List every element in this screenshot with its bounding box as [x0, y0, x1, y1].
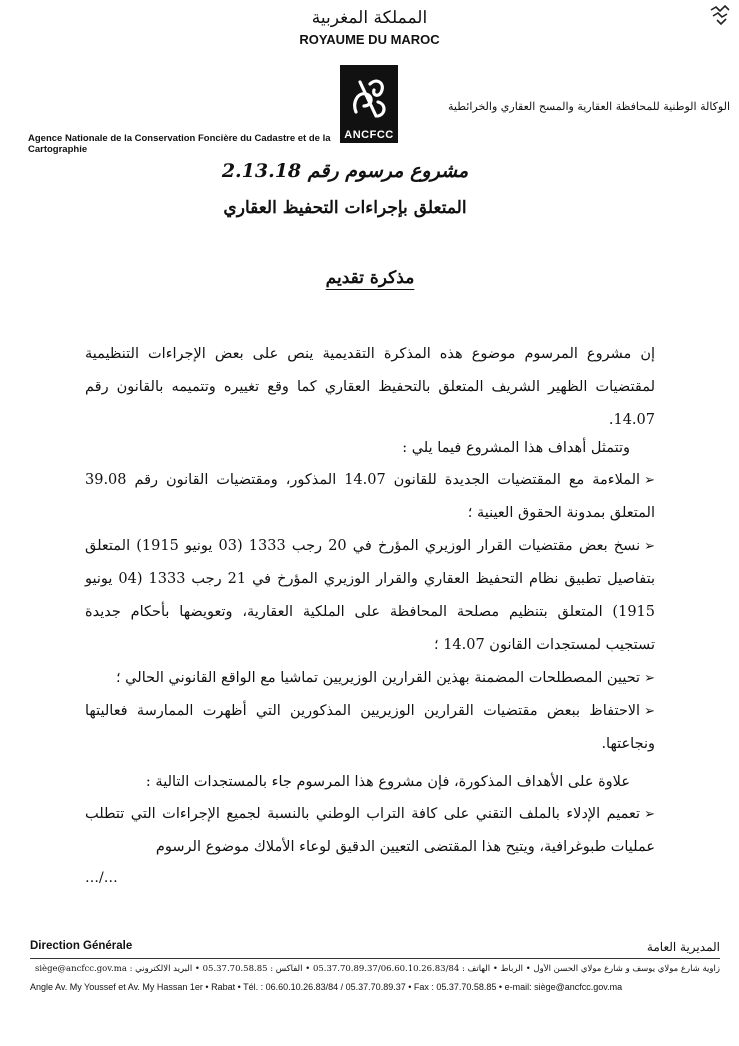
footer-address-french: Angle Av. My Youssef et Av. My Hassan 1er • Rabat • Tél. : 06.60.10.26.83/84 / 05.37.70.89.37 • Fax : 05.37.70.58.85 • e-mail: siège@ancfcc.gov.ma [30, 982, 623, 992]
objectives-list [85, 464, 655, 761]
arrow-bullet-icon: ➢ [644, 671, 655, 686]
footer-direction-arabic: المديرية العامة [646, 940, 720, 954]
arrow-bullet-icon: ➢ [644, 704, 655, 719]
arrow-bullet-icon: ➢ [644, 473, 655, 488]
list-item: ➢الاحتفاظ ببعض مقتضيات القرارين الوزيريين المذكورين التي أظهرت الممارسة فعاليتها ونجاعتها. [85, 695, 655, 761]
objectives-intro: وتتمثل أهداف هذا المشروع فيما يلي : [402, 440, 630, 456]
list-item: ➢نسخ بعض مقتضيات القرار الوزيري المؤرخ في 20 رجب 1333 (03 يونيو 1915) المتعلق بتفاصيل تطبيق نظام التحفيظ العقاري والقرار الوزيري المؤرخ في 21 رجب 1333 (04 يونيو 1915) المتعلق بتنظيم مصلحة المحافظة على الملكية العقارية، وتعويضها بأحكام جديدة تستجيب لمستجدات القانون 14.07 ؛ [85, 530, 655, 662]
memo-title: مذكرة تقديم [325, 268, 415, 288]
list-item: ➢تعميم الإدلاء بالملف التقني على كافة التراب الوطني بالنسبة لجميع الإجراءات التي تتطلب عمليات طبوغرافية، ويتيح هذا المقتضى التعيين الدقيق لوعاء الأملاك موضوع الرسوم [85, 798, 655, 864]
novelties-intro: علاوة على الأهداف المذكورة، فإن مشروع هذا المرسوم جاء بالمستجدات التالية : [145, 774, 630, 790]
agency-name-arabic: الوكالة الوطنية للمحافظة العقارية والمسح العقاري والخرائطية [448, 100, 730, 113]
decree-title: مشروع مرسوم رقم 2.13.18 [221, 160, 469, 182]
arrow-bullet-icon: ➢ [644, 807, 655, 822]
agency-name-french: Agence Nationale de la Conservation Foncière du Cadastre et de la Cartographie [28, 133, 331, 155]
list-item: ➢الملاءمة مع المقتضيات الجديدة للقانون 14.07 المذكور، ومقتضيات القانون رقم 39.08 المتعلق بمدونة الحقوق العينية ؛ [85, 464, 655, 530]
agency-logo [340, 65, 398, 143]
calligraphy-emblem-icon [346, 72, 392, 122]
list-item: ➢تحيين المصطلحات المضمنة بهذين القرارين الوزيريين تماشيا مع الواقع القانوني الحالي ؛ [85, 662, 655, 695]
footer-direction-french: Direction Générale [30, 940, 133, 952]
arrow-bullet-icon: ➢ [644, 539, 656, 554]
footer-address-arabic: زاوية شارع مولاي يوسف و شارع مولاي الحسن الأول • الرباط • الهاتف : 05.37.70.89.37/06.60.10.26.83/84 • الفاكس : 05.37.70.58.85 • البريد الالكتروني : siège@ancfcc.gov.ma [34, 964, 720, 974]
kingdom-name-french: ROYAUME DU MAROC [299, 32, 440, 47]
novelties-list [85, 798, 655, 864]
decree-subtitle: المتعلق بإجراءات التحفيظ العقاري [223, 198, 467, 218]
footer-divider [30, 958, 720, 959]
continuation-mark: …/… [85, 870, 118, 886]
intro-paragraph: إن مشروع المرسوم موضوع هذه المذكرة التقديمية ينص على بعض الإجراءات التنظيمية لمقتضيات الظهير الشريف المتعلق بالتحفيظ العقاري كما وقع تغييره وتتميمه بالقانون رقم 14.07. [85, 346, 655, 428]
logo-text: ANCFCC [344, 129, 394, 141]
kingdom-name-arabic: المملكة المغربية [311, 8, 428, 28]
